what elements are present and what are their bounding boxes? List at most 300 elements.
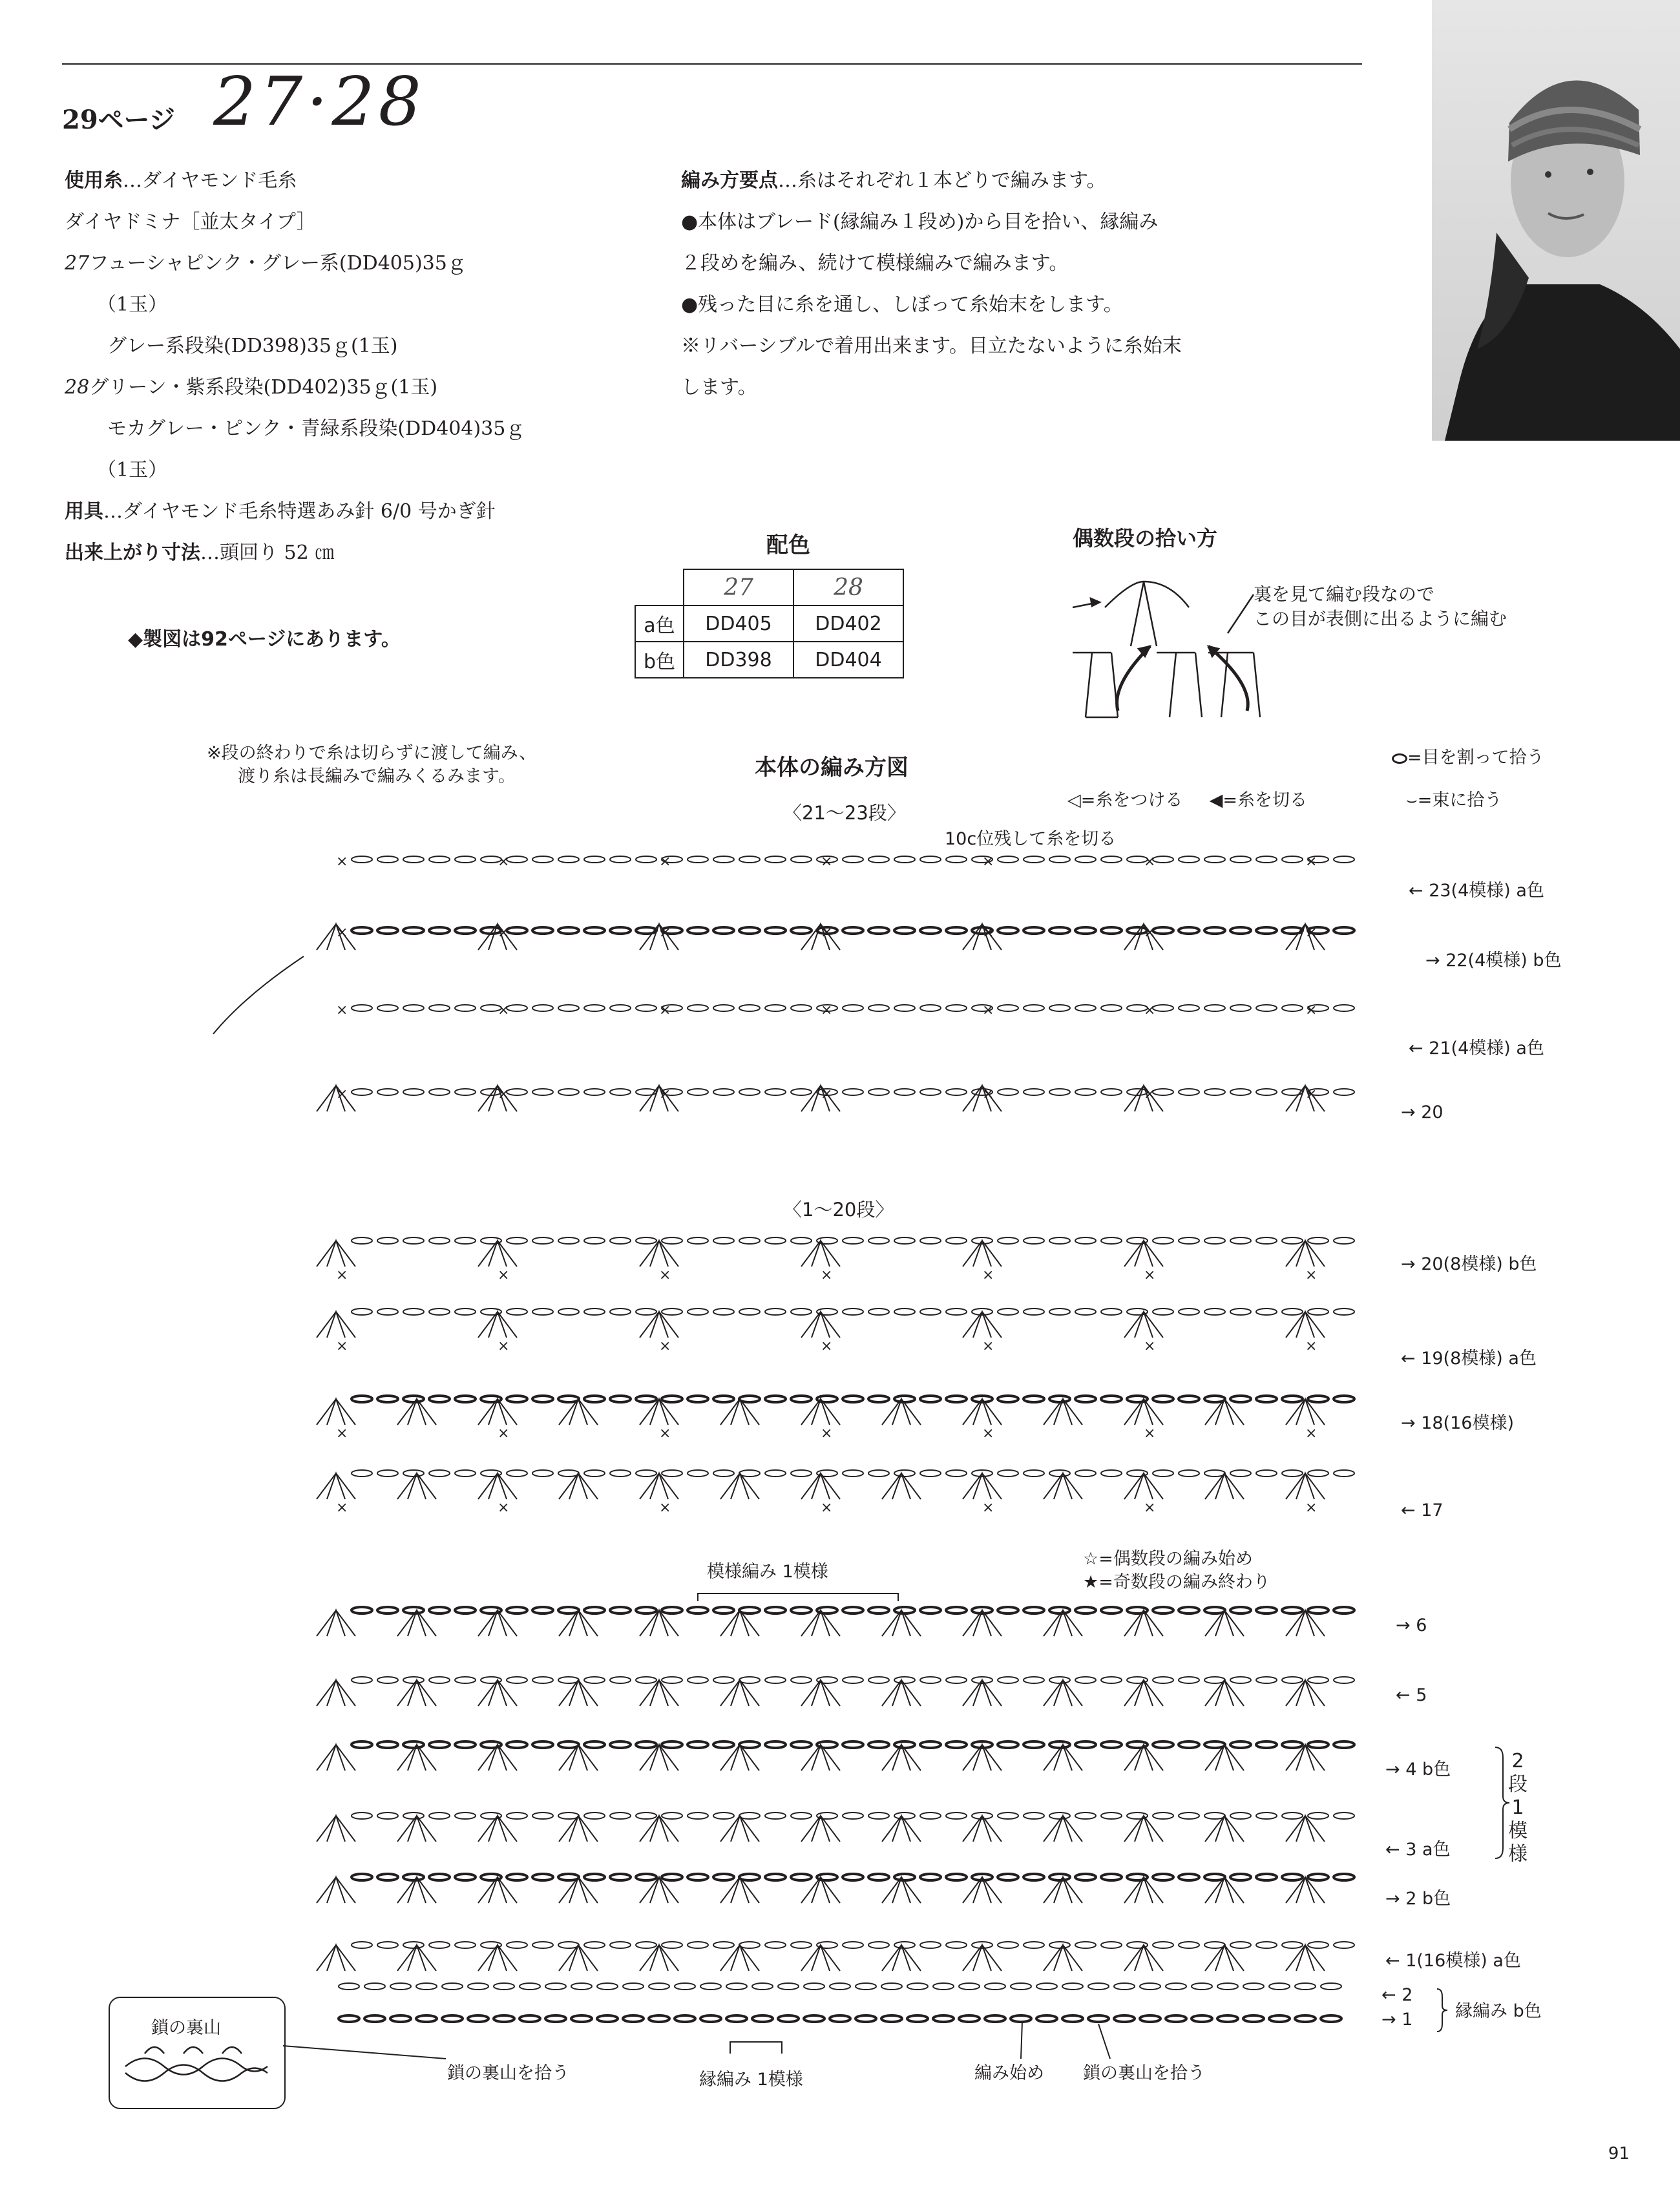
chain-stitch [507,1309,527,1315]
chain-stitch [520,1983,540,1990]
yarn-label: 使用糸 [65,169,123,192]
sc-stitch: × [498,854,510,870]
sc-stitch: × [1144,1500,1156,1516]
chain-stitch [920,1874,941,1880]
chain-stitch [1256,1607,1277,1614]
chain-stitch [1114,1983,1135,1990]
chain-stitch [532,1005,553,1011]
chain-stitch [1256,1741,1277,1748]
tools-value: …ダイヤモンド毛糸特選あみ針 6/0 号かぎ針 [103,500,496,523]
chain-stitch [584,1874,605,1880]
chain-stitch [1075,1237,1096,1244]
chain-stitch [1179,1874,1199,1880]
sc-stitch: × [1305,854,1318,870]
pattern-number: 27·28 [213,62,425,141]
chain-stitch [377,927,398,934]
sc-stitch: × [982,1425,994,1442]
pick-back-bump-label-2: 鎖の裏山を拾う [1083,2063,1205,2083]
color-col-28: 28 [793,569,903,605]
chain-stitch [765,1677,786,1683]
chain-stitch [933,1983,954,1990]
chain-stitch [752,2015,773,2022]
section-title-main: 〈1～20段〉 [783,1199,894,1221]
chain-stitch [1011,1983,1031,1990]
chain-stitch [765,1942,786,1948]
chain-stitch [377,1005,398,1011]
diagram-note-1: ※段の終わりで糸は切らずに渡して編み、 [207,743,537,763]
chain-stitch [1153,1089,1173,1095]
fan-stitch [801,1816,840,1842]
chain-stitch [532,1237,553,1244]
chain-stitch [558,1005,579,1011]
fan-stitch [317,1745,355,1771]
fan-stitch [640,1945,678,1971]
chain-stitch [713,1309,734,1315]
chain-stitch [1024,1396,1044,1402]
chain-stitch [1334,1237,1354,1244]
chain-stitch [1179,1942,1199,1948]
chain-stitch [868,1874,889,1880]
sc-stitch: × [659,1086,671,1102]
chain-stitch [1179,1607,1199,1614]
chain-stitch [352,1607,372,1614]
chain-stitch [1230,1309,1251,1315]
chain-stitch [352,1942,372,1948]
chain-stitch [584,1237,605,1244]
chain-stitch [713,1677,734,1683]
chain-stitch [1334,856,1354,863]
chain-stitch [1140,1983,1160,1990]
chain-stitch [1308,1607,1328,1614]
chain-stitch [1011,2015,1031,2022]
chain-stitch [752,1983,773,1990]
chain-stitch [636,1005,656,1011]
start-label: 編み始め [974,2063,1044,2083]
chain-stitch [1308,1813,1328,1819]
chain-stitch [1049,1813,1070,1819]
row-label: → 20(8模様) b色 [1401,1254,1537,1274]
sc-stitch: × [1305,1267,1318,1283]
chain-stitch [377,1309,398,1315]
row-label: → 2 b色 [1385,1889,1451,1909]
chain-stitch [713,1874,734,1880]
sc-stitch: × [498,1267,510,1283]
chain-stitch [1153,1813,1173,1819]
chain-stitch [507,1470,527,1477]
chain-stitch [868,1309,889,1315]
chain-stitch [894,1677,915,1683]
chain-stitch [1036,1983,1057,1990]
chain-stitch [739,856,760,863]
sc-stitch: × [982,1500,994,1516]
chain-stitch [455,1089,476,1095]
fan-stitch [1124,1473,1163,1499]
chain-stitch [1308,1677,1328,1683]
color-cell: DD405 [684,605,793,642]
chain-stitch [1334,1874,1354,1880]
points-label: 編み方要点 [681,169,778,192]
chain-stitch [1101,1396,1122,1402]
chain-stitch [403,1677,424,1683]
fan-stitch [801,1945,840,1971]
chain-stitch [429,856,450,863]
chain-stitch [636,1237,656,1244]
chain-stitch [894,1309,915,1315]
chain-stitch [778,1983,799,1990]
chain-stitch [843,1942,863,1948]
chain-stitch [1256,1470,1277,1477]
chain-stitch [545,2015,566,2022]
chain-stitch [584,1396,605,1402]
pick-back-bump-label: 鎖の裏山を拾う [447,2063,569,2083]
chain-stitch [998,927,1018,934]
chain-stitch [1230,1607,1251,1614]
chain-stitch [364,2015,385,2022]
chain-stitch [946,856,967,863]
chain-stitch [739,1309,760,1315]
fan-stitch [397,1945,436,1971]
chain-stitch [688,1470,708,1477]
chain-stitch [998,1813,1018,1819]
sc-stitch: × [336,1086,348,1102]
sc-stitch: × [1144,1267,1156,1283]
chain-stitch [791,1607,812,1614]
chain-stitch [636,1874,656,1880]
chain-stitch [1049,1942,1070,1948]
model-28-yarn-b-qty: （1玉） [97,459,168,481]
chain-stitch [636,1089,656,1095]
chain-stitch [920,1089,941,1095]
chain-stitch [507,1677,527,1683]
chain-stitch [1334,1396,1354,1402]
chain-stitch [662,1237,682,1244]
chain-stitch [429,1741,450,1748]
row-label: → 6 [1396,1615,1427,1635]
chain-stitch [1230,1677,1251,1683]
chain-stitch [1049,856,1070,863]
chain-stitch [429,1309,450,1315]
chain-stitch [1256,1396,1277,1402]
chain-stitch [765,1607,786,1614]
edge-label: 縁編み b色 [1455,2001,1542,2021]
fan-stitch [1124,1312,1163,1338]
chain-stitch [636,856,656,863]
fan-stitch [1205,1816,1244,1842]
chain-stitch [1217,2015,1238,2022]
chain-stitch [713,1470,734,1477]
chain-stitch [1101,1813,1122,1819]
chain-stitch [946,1741,967,1748]
chain-stitch [1024,1089,1044,1095]
chain-stitch [1256,1005,1277,1011]
chain-stitch [403,1396,424,1402]
chain-stitch [765,1741,786,1748]
chain-stitch [455,1237,476,1244]
sc-stitch: × [1305,1002,1318,1018]
chain-stitch [946,1089,967,1095]
sc-stitch: × [982,854,994,870]
chain-stitch [843,856,863,863]
chain-stitch [1075,1813,1096,1819]
chain-stitch [377,1874,398,1880]
fan-stitch [317,1473,355,1499]
chain-stitch [791,927,812,934]
fan-stitch [317,1610,355,1636]
sc-stitch: × [498,1002,510,1018]
fan-stitch [882,1945,921,1971]
chain-stitch [791,1237,812,1244]
chain-stitch [765,1470,786,1477]
chain-stitch [1230,1942,1251,1948]
pattern-reference-note: ◆製図は92ページにあります。 [128,628,401,651]
chain-stitch [507,1741,527,1748]
chain-stitch [352,1237,372,1244]
chain-stitch [688,1942,708,1948]
chain-stitch [1101,1237,1122,1244]
chain-stitch [1024,1237,1044,1244]
model-27-yarn-a: フューシャピンク・グレー系(DD405)35ｇ [89,252,467,275]
points-line4: ●残った目に糸を通し、しぼって糸始末をします。 [681,293,1123,316]
chain-stitch [1256,856,1277,863]
sc-stitch: × [1305,1500,1318,1516]
chain-stitch [610,1309,631,1315]
chain-stitch [339,2015,359,2022]
legend-cut: =糸を切る [1223,790,1307,810]
chain-stitch [1036,2015,1057,2022]
chain-stitch [1049,1741,1070,1748]
chain-stitch [985,1983,1005,1990]
chain-stitch [843,927,863,934]
chain-stitch [1101,927,1122,934]
chain-stitch [946,1237,967,1244]
chain-stitch [1075,1396,1096,1402]
chain-stitch [881,2015,902,2022]
chain-stitch [1256,1089,1277,1095]
chain-stitch [1282,1741,1303,1748]
chain-stitch [1334,1005,1354,1011]
fan-stitch [478,1945,517,1971]
sc-stitch: × [821,1338,833,1354]
fan-stitch [559,1680,598,1706]
fan-stitch [720,1473,759,1499]
chain-stitch [377,1677,398,1683]
chain-stitch [1101,1677,1122,1683]
chain-stitch [636,1607,656,1614]
chain-stitch [726,1983,747,1990]
chain-stitch [1024,1005,1044,1011]
chain-stitch [1179,1470,1199,1477]
chain-stitch [1024,856,1044,863]
chain-stitch [1282,1005,1303,1011]
chain-stitch [1334,1813,1354,1819]
chain-stitch [1049,1396,1070,1402]
fan-stitch [559,1945,598,1971]
chain-stitch [791,1089,812,1095]
chain-stitch [1049,927,1070,934]
chain-stitch [907,2015,928,2022]
chain-stitch [1282,1396,1303,1402]
chain-stitch [1308,1874,1328,1880]
fan-stitch [317,1680,355,1706]
row-label: → 4 b色 [1385,1760,1451,1780]
chain-stitch [830,1983,850,1990]
chain-stitch [920,1396,941,1402]
chain-stitch [455,1470,476,1477]
points-line5: ※リバーシブルで着用出来ます。目立たないように糸始末 [681,335,1182,357]
chain-stitch [1334,1089,1354,1095]
chain-stitch [429,927,450,934]
chain-stitch [507,1005,527,1011]
chain-stitch [998,1677,1018,1683]
chain-stitch [843,1607,863,1614]
chain-stitch [455,1005,476,1011]
chain-stitch [843,1470,863,1477]
fan-stitch [1286,1680,1325,1706]
fan-stitch [478,1473,517,1499]
chain-stitch [998,1309,1018,1315]
chain-stitch [507,1813,527,1819]
chain-stitch [429,1005,450,1011]
fan-stitch [397,1473,436,1499]
chain-stitch [429,1874,450,1880]
chain-stitch [1230,1237,1251,1244]
sc-stitch: × [821,1267,833,1283]
pickup-note-1: 裏を見て編む段なので [1254,583,1435,605]
chain-stitch [352,1005,372,1011]
chain-stitch [1282,1309,1303,1315]
chain-stitch [403,1942,424,1948]
chain-stitch [1024,1677,1044,1683]
fan-stitch [1286,1816,1325,1842]
chain-stitch [843,1677,863,1683]
size-value: …頭回り 52 ㎝ [200,541,335,564]
fan-stitch [801,1312,840,1338]
chain-stitch [843,1089,863,1095]
chain-stitch [1101,1607,1122,1614]
chain-stitch [881,1983,902,1990]
fan-stitch [1044,1473,1082,1499]
chain-stitch [352,1470,372,1477]
chain-stitch [920,1309,941,1315]
chain-stitch [597,2015,618,2022]
chain-stitch [1088,2015,1109,2022]
sc-stitch: × [1305,1086,1318,1102]
chain-stitch [584,1470,605,1477]
fan-stitch [478,1312,517,1338]
chain-stitch [1075,1677,1096,1683]
diagram-note-2: 渡り糸は長編みで編みくるみます。 [238,766,516,786]
chain-stitch [804,1983,824,1990]
chain-stitch [455,1942,476,1948]
chain-stitch [507,1942,527,1948]
chain-stitch [558,1237,579,1244]
chain-stitch [688,1813,708,1819]
chain-stitch [713,1005,734,1011]
row-label: ← 3 a色 [1385,1840,1451,1860]
chain-stitch [1153,1874,1173,1880]
chain-stitch [1334,1470,1354,1477]
chain-stitch [1049,1470,1070,1477]
fan-stitch [478,1241,517,1267]
chain-stitch [713,927,734,934]
chain-stitch [1062,2015,1083,2022]
chain-stitch [610,1874,631,1880]
fan-stitch [317,1877,355,1903]
chain-stitch [959,2015,980,2022]
chain-stitch [1101,1309,1122,1315]
chain-stitch [868,927,889,934]
chain-stitch [894,1089,915,1095]
chain-stitch [1179,1813,1199,1819]
chain-stitch [920,1813,941,1819]
fan-stitch [1044,1816,1082,1842]
sc-stitch: × [982,1338,994,1354]
chain-stitch [597,1983,618,1990]
chain-stitch [1024,1942,1044,1948]
chain-stitch [1204,856,1225,863]
chain-stitch [868,1470,889,1477]
points-line6: します。 [681,376,757,399]
chain-stitch [1075,1470,1096,1477]
chain-stitch [843,1813,863,1819]
chain-stitch [610,856,631,863]
chain-stitch [352,1677,372,1683]
chain-stitch [843,1741,863,1748]
fan-stitch [1124,1816,1163,1842]
chain-stitch [352,1089,372,1095]
chain-stitch [843,1237,863,1244]
chain-stitch [1024,1470,1044,1477]
chain-stitch [636,1677,656,1683]
chain-stitch [894,1237,915,1244]
size-label: 出来上がり寸法 [65,541,200,564]
legend-bundle: =束に拾う [1417,790,1502,810]
fan-stitch [397,1680,436,1706]
chain-stitch [403,1741,424,1748]
chain-stitch [998,1089,1018,1095]
chain-stitch [713,1607,734,1614]
fan-stitch [882,1680,921,1706]
chain-stitch [843,1309,863,1315]
chain-stitch [662,1677,682,1683]
chain-stitch [429,1470,450,1477]
chain-stitch [571,2015,592,2022]
chain-stitch [688,1741,708,1748]
chain-stitch [765,1089,786,1095]
chain-stitch [1295,1983,1316,1990]
edge-repeat-label: 縁編み 1模様 [699,2070,803,2090]
points-line3: ２段めを編み、続けて模様編みで編みます。 [681,252,1069,275]
sc-stitch: × [336,1500,348,1516]
fan-stitch [478,1816,517,1842]
chain-stitch [920,1470,941,1477]
chain-stitch [352,1741,372,1748]
chain-stitch [894,1396,915,1402]
fan-stitch [801,1473,840,1499]
chain-stitch [1282,927,1303,934]
chain-stitch [946,1005,967,1011]
chain-stitch [946,1470,967,1477]
chain-stitch [920,1607,941,1614]
chain-stitch [765,1237,786,1244]
chain-stitch [1179,1741,1199,1748]
chain-stitch [868,1089,889,1095]
chain-stitch [377,1089,398,1095]
chain-stitch [1153,1005,1173,1011]
chain-stitch [765,1005,786,1011]
chain-stitch [429,1237,450,1244]
chain-stitch [1114,2015,1135,2022]
